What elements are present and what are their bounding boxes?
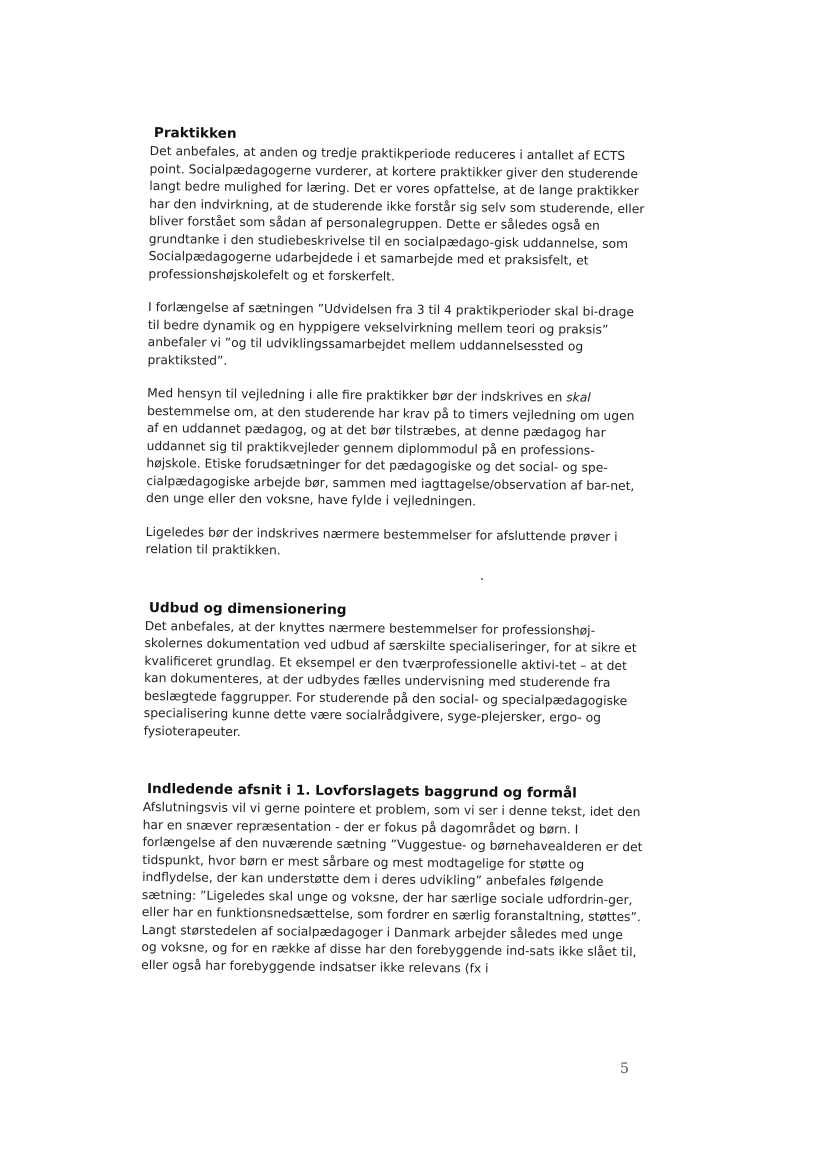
section-praktikken <box>145 124 650 564</box>
section-indledende <box>141 780 643 979</box>
scan-speck <box>481 578 483 580</box>
paragraph-praktikken-2: I forlængelse af sætningen ”Udvidelsen fra 3 til 4 praktikperioder skal bi-drage til bedre dynamik og en hyppigere vekselvirkning mellem teori og praksis” anbefaler vi ”og til udviklingssamarbejdet mellem uddannelsessted og praktiksted”. <box>147 299 635 368</box>
section-heading-praktikken: Praktikken <box>153 125 237 142</box>
page-number: 5 <box>620 1061 629 1077</box>
paragraph-praktikken-3-after: bestemmelse om, at den studerende har krav på to timers vejledning om ugen af en uddannet pædagog, og at det bør tilstræbes, at denne pædagog har uddannet sig til praktikvejleder gennem diplommodul på en professions-højskole. Etiske forudsætninger for det pædagogiske og det social- og spe-cialpædagogiske arbejde bør, sammen med iagttagelse/observation af bar-net, den unge eller den voksne, have fylde i vejledningen. <box>146 403 635 509</box>
paragraph-praktikken-3-emphasis: skal <box>566 390 591 405</box>
paragraph-praktikken-3 <box>146 385 647 513</box>
paragraph-praktikken-4: Ligeledes bør der indskrives nærmere bestemmelser for afsluttende prøver i relation til praktikken. <box>145 524 618 558</box>
paragraph-praktikken-3-before: Med hensyn til vejledning i alle fire praktikker bør der indskrives en <box>147 385 567 405</box>
section-udbud <box>144 598 645 745</box>
paragraph-udbud: Det anbefales, at der knyttes nærmere bestemmelser for professionshøj-skolernes dokumentation ved udbud af særskilte specialiseringer, for at sikre et kvalificeret grundlag. Et eksempel er den tværprofessionelle aktivi-tet – at det kan dokumenteres, at der udbydes fælles undervisning med studerende fra beslægtede faggrupper. For studerende på den social- og specialpædagogiske specialisering kunne dette være socialrådgivere, syge-plejersker, ergo- og fysioterapeuter. <box>143 618 637 739</box>
paragraph-praktikken-1: Det anbefales, at anden og tredje praktikperiode reduceres i antallet af ECTS point. Socialpædagogerne vurderer, at kortere praktikker giver den studerende langt bedre mulighed for læring. Det er vores opfattelse, at de lange praktikker har den indvirkning, at de studerende ikke forstår sig selv som studerende, eller bliver forstået som sådan af personalegruppen. Dette er således også en grundtanke i den studiebeskrivelse til en socialpædago-gisk uddannelse, som Socialpædagogerne udarbejdede i et samarbejde med et praksisfelt, et professionshøjskolefelt og et forskerfelt. <box>148 143 645 284</box>
page-content <box>141 124 650 979</box>
section-heading-udbud: Udbud og dimensionering <box>148 599 347 618</box>
paragraph-indledende: Afslutningsvis vil vi gerne pointere et problem, som vi ser i denne tekst, idet den har en snæver repræsentation - der er fokus på dagområdet og børn. I forlængelse af den nuværende sætning ”Vuggestue- og børnehavealderen er det tidspunkt, hvor børn er mest sårbare og mest modtagelige for støtte og indflydelse, der kan understøtte dem i deres udvikling” anbefales følgende sætning: ”Ligeledes skal unge og voksne, der har særlige sociale udfordrin-ger, eller har en funktionsnedsættelse, som fordrer en særlig foranstaltning, støttes”. Langt størstedelen af socialpædagoger i Danmark arbejder således med unge og voksne, og for en række af disse har den forebyggende ind-sats ikke slået til, eller også har forebyggende indsatser ikke relevans (fx i <box>141 799 643 976</box>
section-heading-indledende: Indledende afsnit i 1. Lovforslagets baggrund og formål <box>146 781 577 802</box>
